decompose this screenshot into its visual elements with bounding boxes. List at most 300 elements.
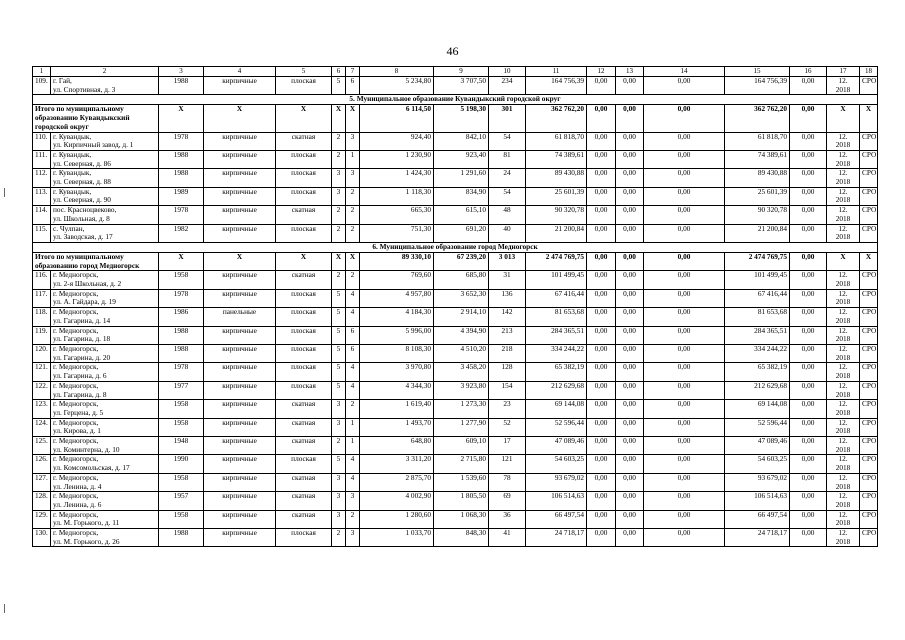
total-area-cell: 648,80: [360, 437, 434, 455]
budget-cell: 0,00: [616, 400, 644, 418]
total-area-cell: 924,40: [360, 132, 434, 150]
entrances-cell: 3: [346, 492, 360, 510]
address-line: ул. Герцена, д. 5: [53, 407, 104, 417]
building-row: [33, 271, 878, 289]
column-number-cell: 15: [725, 67, 790, 77]
total-area-cell: 89 330,10: [360, 252, 434, 270]
address-line: г. Кувандык,: [53, 150, 92, 159]
period-cell: [827, 132, 860, 150]
fund-cell: 0,00: [587, 206, 616, 224]
period-line: 2018: [835, 213, 851, 223]
owner-funds-cell: 89 430,88: [725, 169, 790, 187]
owner-funds-cell: 334 244,22: [725, 344, 790, 362]
period-line: 12.: [838, 528, 848, 538]
total-cost-cell: 89 430,88: [526, 169, 587, 187]
wall-material-cell: кирпичные: [204, 187, 276, 205]
total-cost-cell: 334 244,22: [526, 344, 587, 362]
total-area-cell: 3 970,80: [360, 363, 434, 381]
entrances-cell: X: [346, 252, 360, 270]
entrances-cell: 2: [346, 187, 360, 205]
column-number-cell: 6: [332, 67, 346, 77]
roof-type-cell: плоская: [276, 169, 332, 187]
fund-cell: 0,00: [587, 169, 616, 187]
owner-funds-cell: 67 416,44: [725, 289, 790, 307]
owner-funds-cell: 65 382,19: [725, 363, 790, 381]
roof-type-cell: скатная: [276, 271, 332, 289]
period-line: 12.: [838, 76, 848, 85]
period-line: 2018: [835, 518, 851, 528]
column-number-cell: 18: [860, 67, 878, 77]
other-funds-cell: 0,00: [790, 326, 827, 344]
fund-cell: 0,00: [587, 363, 616, 381]
total-area-cell: 1 280,60: [360, 510, 434, 528]
period-line: 12.: [838, 326, 848, 335]
roof-type-cell: плоская: [276, 289, 332, 307]
scan-margin-mark: [4, 188, 5, 197]
entrances-cell: 4: [346, 381, 360, 399]
local-budget-cell: 0,00: [644, 326, 725, 344]
floors-cell: 3: [332, 187, 346, 205]
method-cell: СРО: [860, 326, 878, 344]
section-header-row: [33, 95, 878, 105]
floors-cell: 2: [332, 206, 346, 224]
other-funds-cell: 0,00: [790, 363, 827, 381]
row-number-cell: 121.: [33, 363, 51, 381]
total-area-cell: 5 234,80: [360, 77, 434, 95]
address-line: ул. Гагарина, д. 18: [53, 334, 111, 344]
period-line: 2018: [835, 463, 851, 473]
address-line: ул. А. Гайдара, д. 19: [53, 297, 116, 307]
period-line: 12.: [838, 307, 848, 317]
building-row: [33, 289, 878, 307]
address-line: ул. Коминтерна, д. 10: [53, 444, 120, 454]
owner-funds-cell: 90 320,78: [725, 206, 790, 224]
period-line: 12.: [838, 491, 848, 501]
local-budget-cell: 0,00: [644, 105, 725, 132]
other-funds-cell: 0,00: [790, 224, 827, 242]
address-cell: [51, 400, 159, 418]
period-cell: [827, 473, 860, 491]
period-cell: [827, 400, 860, 418]
address-line: г. Медногорск,: [53, 436, 99, 446]
residents-cell: 3 013: [489, 252, 526, 270]
year-cell: 1978: [159, 206, 204, 224]
other-funds-cell: 0,00: [790, 206, 827, 224]
period-line: 2018: [835, 481, 851, 491]
address-cell: [51, 224, 159, 242]
residents-cell: 213: [489, 326, 526, 344]
local-budget-cell: 0,00: [644, 344, 725, 362]
housing-registry-table: [32, 66, 878, 547]
roof-type-cell: плоская: [276, 187, 332, 205]
local-budget-cell: 0,00: [644, 132, 725, 150]
year-cell: 1990: [159, 455, 204, 473]
period-line: 12.: [838, 289, 848, 298]
building-row: [33, 326, 878, 344]
local-budget-cell: 0,00: [644, 455, 725, 473]
method-cell: СРО: [860, 289, 878, 307]
address-line: ул. Заводская, д. 17: [53, 232, 113, 242]
period-cell: [827, 169, 860, 187]
registry-body: [33, 67, 878, 547]
building-row: [33, 224, 878, 242]
period-cell: [827, 529, 860, 547]
total-cost-cell: 212 629,68: [526, 381, 587, 399]
total-area-cell: 751,30: [360, 224, 434, 242]
owner-funds-cell: 21 200,84: [725, 224, 790, 242]
year-cell: 1978: [159, 132, 204, 150]
residents-cell: 218: [489, 344, 526, 362]
fund-cell: 0,00: [587, 455, 616, 473]
period-line: 2018: [835, 158, 851, 168]
address-line: ул. Ленина, д. 6: [53, 499, 102, 509]
roof-type-cell: плоская: [276, 150, 332, 168]
residents-cell: 154: [489, 381, 526, 399]
period-line: 2018: [835, 279, 851, 289]
other-funds-cell: 0,00: [790, 252, 827, 270]
entrances-cell: 6: [346, 344, 360, 362]
period-cell: [827, 308, 860, 326]
living-area-cell: 609,10: [434, 437, 489, 455]
other-funds-cell: 0,00: [790, 510, 827, 528]
roof-type-cell: плоская: [276, 326, 332, 344]
entrances-cell: 4: [346, 473, 360, 491]
total-cost-cell: 25 601,39: [526, 187, 587, 205]
residents-cell: 54: [489, 187, 526, 205]
period-line: 12.: [838, 168, 848, 178]
floors-cell: 5: [332, 77, 346, 95]
method-cell: СРО: [860, 381, 878, 399]
budget-cell: 0,00: [616, 289, 644, 307]
method-cell: СРО: [860, 455, 878, 473]
entrances-cell: 3: [346, 132, 360, 150]
fund-cell: 0,00: [587, 224, 616, 242]
building-row: [33, 344, 878, 362]
residents-cell: 54: [489, 132, 526, 150]
total-cost-cell: 47 089,46: [526, 437, 587, 455]
year-cell: 1977: [159, 381, 204, 399]
page-number: 46: [446, 44, 459, 58]
roof-type-cell: скатная: [276, 132, 332, 150]
residents-cell: 23: [489, 400, 526, 418]
entrances-cell: 4: [346, 289, 360, 307]
local-budget-cell: 0,00: [644, 206, 725, 224]
residents-cell: 48: [489, 206, 526, 224]
budget-cell: 0,00: [616, 132, 644, 150]
address-line: с. Чулпан,: [53, 224, 85, 233]
address-line: г. Медногорск,: [53, 362, 99, 372]
year-cell: 1958: [159, 418, 204, 436]
living-area-cell: 615,10: [434, 206, 489, 224]
roof-type-cell: скатная: [276, 492, 332, 510]
year-cell: 1988: [159, 529, 204, 547]
period-line: 2018: [835, 195, 851, 205]
total-area-cell: 4 957,80: [360, 289, 434, 307]
floors-cell: 2: [332, 529, 346, 547]
section-title: 5. Муниципальное образование Кувандыкский городской округ: [33, 95, 878, 105]
address-line: г. Медногорск,: [53, 510, 99, 519]
address-cell: [51, 492, 159, 510]
living-area-cell: 3 458,20: [434, 363, 489, 381]
local-budget-cell: 0,00: [644, 187, 725, 205]
fund-cell: 0,00: [587, 308, 616, 326]
total-area-cell: 2 875,70: [360, 473, 434, 491]
period-line: 12.: [838, 362, 848, 372]
roof-type-cell: плоская: [276, 308, 332, 326]
row-number-cell: 129.: [33, 510, 51, 528]
address-line: г. Медногорск,: [53, 473, 99, 482]
other-funds-cell: 0,00: [790, 455, 827, 473]
entrances-cell: 2: [346, 510, 360, 528]
owner-funds-cell: 2 474 769,75: [725, 252, 790, 270]
local-budget-cell: 0,00: [644, 224, 725, 242]
local-budget-cell: 0,00: [644, 77, 725, 95]
total-area-cell: 1 230,90: [360, 150, 434, 168]
total-cost-cell: 52 596,44: [526, 418, 587, 436]
fund-cell: 0,00: [587, 105, 616, 132]
period-line: 2018: [835, 352, 851, 362]
address-line: ул. Комсомольская, д. 17: [53, 463, 130, 473]
period-line: 2018: [835, 315, 851, 325]
address-cell: [51, 473, 159, 491]
total-cost-cell: 362 762,20: [526, 105, 587, 132]
building-row: [33, 418, 878, 436]
roof-type-cell: плоская: [276, 344, 332, 362]
entrances-cell: 1: [346, 150, 360, 168]
period-line: 12.: [838, 187, 848, 196]
wall-material-cell: кирпичные: [204, 363, 276, 381]
address-cell: [51, 169, 159, 187]
other-funds-cell: 0,00: [790, 418, 827, 436]
column-number-cell: 4: [204, 67, 276, 77]
budget-cell: 0,00: [616, 455, 644, 473]
year-cell: 1978: [159, 289, 204, 307]
residents-cell: 128: [489, 363, 526, 381]
address-line: г. Медногорск,: [53, 399, 99, 409]
address-cell: [51, 132, 159, 150]
budget-cell: 0,00: [616, 271, 644, 289]
fund-cell: 0,00: [587, 492, 616, 510]
wall-material-cell: кирпичные: [204, 510, 276, 528]
wall-material-cell: кирпичные: [204, 271, 276, 289]
address-cell: [51, 455, 159, 473]
fund-cell: 0,00: [587, 326, 616, 344]
address-cell: [51, 271, 159, 289]
row-number-cell: 123.: [33, 400, 51, 418]
address-line: г. Медногорск,: [53, 491, 99, 501]
address-cell: [51, 206, 159, 224]
period-cell: [827, 344, 860, 362]
owner-funds-cell: 61 818,70: [725, 132, 790, 150]
living-area-cell: 5 198,30: [434, 105, 489, 132]
column-number-cell: 14: [644, 67, 725, 77]
period-line: 12.: [838, 205, 848, 215]
total-label: Итого по муниципальному образованию город Медногорск: [33, 252, 159, 270]
fund-cell: 0,00: [587, 271, 616, 289]
column-number-cell: 7: [346, 67, 360, 77]
fund-cell: 0,00: [587, 473, 616, 491]
wall-material-cell: кирпичные: [204, 381, 276, 399]
residents-cell: 136: [489, 289, 526, 307]
budget-cell: 0,00: [616, 105, 644, 132]
method-cell: СРО: [860, 510, 878, 528]
total-area-cell: 6 114,50: [360, 105, 434, 132]
address-cell: [51, 363, 159, 381]
residents-cell: 81: [489, 150, 526, 168]
column-number-cell: 2: [51, 67, 159, 77]
fund-cell: 0,00: [587, 132, 616, 150]
total-cost-cell: 101 499,45: [526, 271, 587, 289]
wall-material-cell: кирпичные: [204, 77, 276, 95]
address-line: г. Медногорск,: [53, 307, 99, 317]
row-number-cell: 114.: [33, 206, 51, 224]
total-area-cell: 8 108,30: [360, 344, 434, 362]
year-cell: 1957: [159, 492, 204, 510]
living-area-cell: 1 805,50: [434, 492, 489, 510]
wall-material-cell: кирпичные: [204, 400, 276, 418]
owner-funds-cell: 25 601,39: [725, 187, 790, 205]
local-budget-cell: 0,00: [644, 473, 725, 491]
total-cost-cell: 21 200,84: [526, 224, 587, 242]
fund-cell: 0,00: [587, 77, 616, 95]
owner-funds-cell: 52 596,44: [725, 418, 790, 436]
method-cell: СРО: [860, 77, 878, 95]
owner-funds-cell: 47 089,46: [725, 437, 790, 455]
residents-cell: 78: [489, 473, 526, 491]
address-line: пос. Красноцвеково,: [53, 205, 117, 215]
building-row: [33, 492, 878, 510]
address-cell: [51, 150, 159, 168]
wall-material-cell: кирпичные: [204, 132, 276, 150]
other-funds-cell: 0,00: [790, 150, 827, 168]
total-cost-cell: 284 365,51: [526, 326, 587, 344]
wall-material-cell: кирпичные: [204, 492, 276, 510]
column-number-cell: 9: [434, 67, 489, 77]
period-cell: [827, 206, 860, 224]
period-line: 12.: [838, 418, 848, 427]
period-line: 2018: [835, 444, 851, 454]
wall-material-cell: кирпичные: [204, 289, 276, 307]
living-area-cell: 1 539,60: [434, 473, 489, 491]
method-cell: СРО: [860, 529, 878, 547]
total-cost-cell: 66 497,54: [526, 510, 587, 528]
total-cost-cell: 90 320,78: [526, 206, 587, 224]
floors-cell: 3: [332, 400, 346, 418]
fund-cell: 0,00: [587, 289, 616, 307]
owner-funds-cell: 212 629,68: [725, 381, 790, 399]
address-line: ул. Спортивная, д. 3: [53, 84, 116, 94]
entrances-cell: X: [346, 105, 360, 132]
entrances-cell: 3: [346, 529, 360, 547]
row-number-cell: 116.: [33, 271, 51, 289]
living-area-cell: 1 277,90: [434, 418, 489, 436]
address-line: г. Медногорск,: [53, 344, 99, 353]
period-line: 2018: [835, 140, 851, 150]
budget-cell: 0,00: [616, 529, 644, 547]
address-cell: [51, 381, 159, 399]
period-line: 12.: [838, 224, 848, 233]
floors-cell: 2: [332, 150, 346, 168]
wall-material-cell: кирпичные: [204, 455, 276, 473]
method-cell: СРО: [860, 418, 878, 436]
local-budget-cell: 0,00: [644, 289, 725, 307]
floors-cell: 2: [332, 437, 346, 455]
column-number-cell: 17: [827, 67, 860, 77]
total-area-cell: 1 424,30: [360, 169, 434, 187]
column-number-cell: 8: [360, 67, 434, 77]
building-row: [33, 206, 878, 224]
floors-cell: X: [332, 252, 346, 270]
budget-cell: 0,00: [616, 252, 644, 270]
period-cell: [827, 150, 860, 168]
row-number-cell: 117.: [33, 289, 51, 307]
year-cell: 1958: [159, 400, 204, 418]
total-cost-cell: 54 603,25: [526, 455, 587, 473]
period-cell: [827, 271, 860, 289]
roof-type-cell: X: [276, 252, 332, 270]
residents-cell: 41: [489, 529, 526, 547]
residents-cell: 36: [489, 510, 526, 528]
total-row: [33, 252, 878, 270]
building-row: [33, 363, 878, 381]
entrances-cell: 4: [346, 363, 360, 381]
residents-cell: 69: [489, 492, 526, 510]
period-line: 12.: [838, 381, 848, 390]
period-line: 12.: [838, 454, 848, 464]
budget-cell: 0,00: [616, 224, 644, 242]
entrances-cell: 2: [346, 271, 360, 289]
address-line: ул. Северная, д. 88: [53, 177, 111, 187]
total-cost-cell: 69 144,08: [526, 400, 587, 418]
local-budget-cell: 0,00: [644, 529, 725, 547]
owner-funds-cell: 69 144,08: [725, 400, 790, 418]
period-line: 2018: [835, 371, 851, 381]
other-funds-cell: 0,00: [790, 169, 827, 187]
total-area-cell: 3 311,20: [360, 455, 434, 473]
year-cell: 1988: [159, 326, 204, 344]
method-cell: СРО: [860, 437, 878, 455]
roof-type-cell: скатная: [276, 418, 332, 436]
row-number-cell: 122.: [33, 381, 51, 399]
wall-material-cell: X: [204, 105, 276, 132]
wall-material-cell: кирпичные: [204, 437, 276, 455]
residents-cell: 40: [489, 224, 526, 242]
building-row: [33, 169, 878, 187]
floors-cell: 3: [332, 492, 346, 510]
building-row: [33, 510, 878, 528]
address-line: ул. Ленина, д. 4: [53, 481, 102, 491]
period-cell: [827, 77, 860, 95]
address-line: ул. Северная, д. 90: [53, 195, 111, 205]
address-line: ул. Кирова, д. 1: [53, 426, 101, 436]
other-funds-cell: 0,00: [790, 529, 827, 547]
year-cell: 1948: [159, 437, 204, 455]
period-line: 2018: [835, 334, 851, 344]
building-row: [33, 77, 878, 95]
other-funds-cell: 0,00: [790, 187, 827, 205]
residents-cell: 142: [489, 308, 526, 326]
entrances-cell: 1: [346, 418, 360, 436]
living-area-cell: 3 652,30: [434, 289, 489, 307]
method-cell: СРО: [860, 132, 878, 150]
entrances-cell: 2: [346, 400, 360, 418]
period-line: 12.: [838, 270, 848, 280]
period-cell: X: [827, 252, 860, 270]
row-number-cell: 126.: [33, 455, 51, 473]
period-cell: [827, 381, 860, 399]
roof-type-cell: скатная: [276, 510, 332, 528]
address-line: ул. Кирпичный завод, д. 1: [53, 140, 134, 150]
